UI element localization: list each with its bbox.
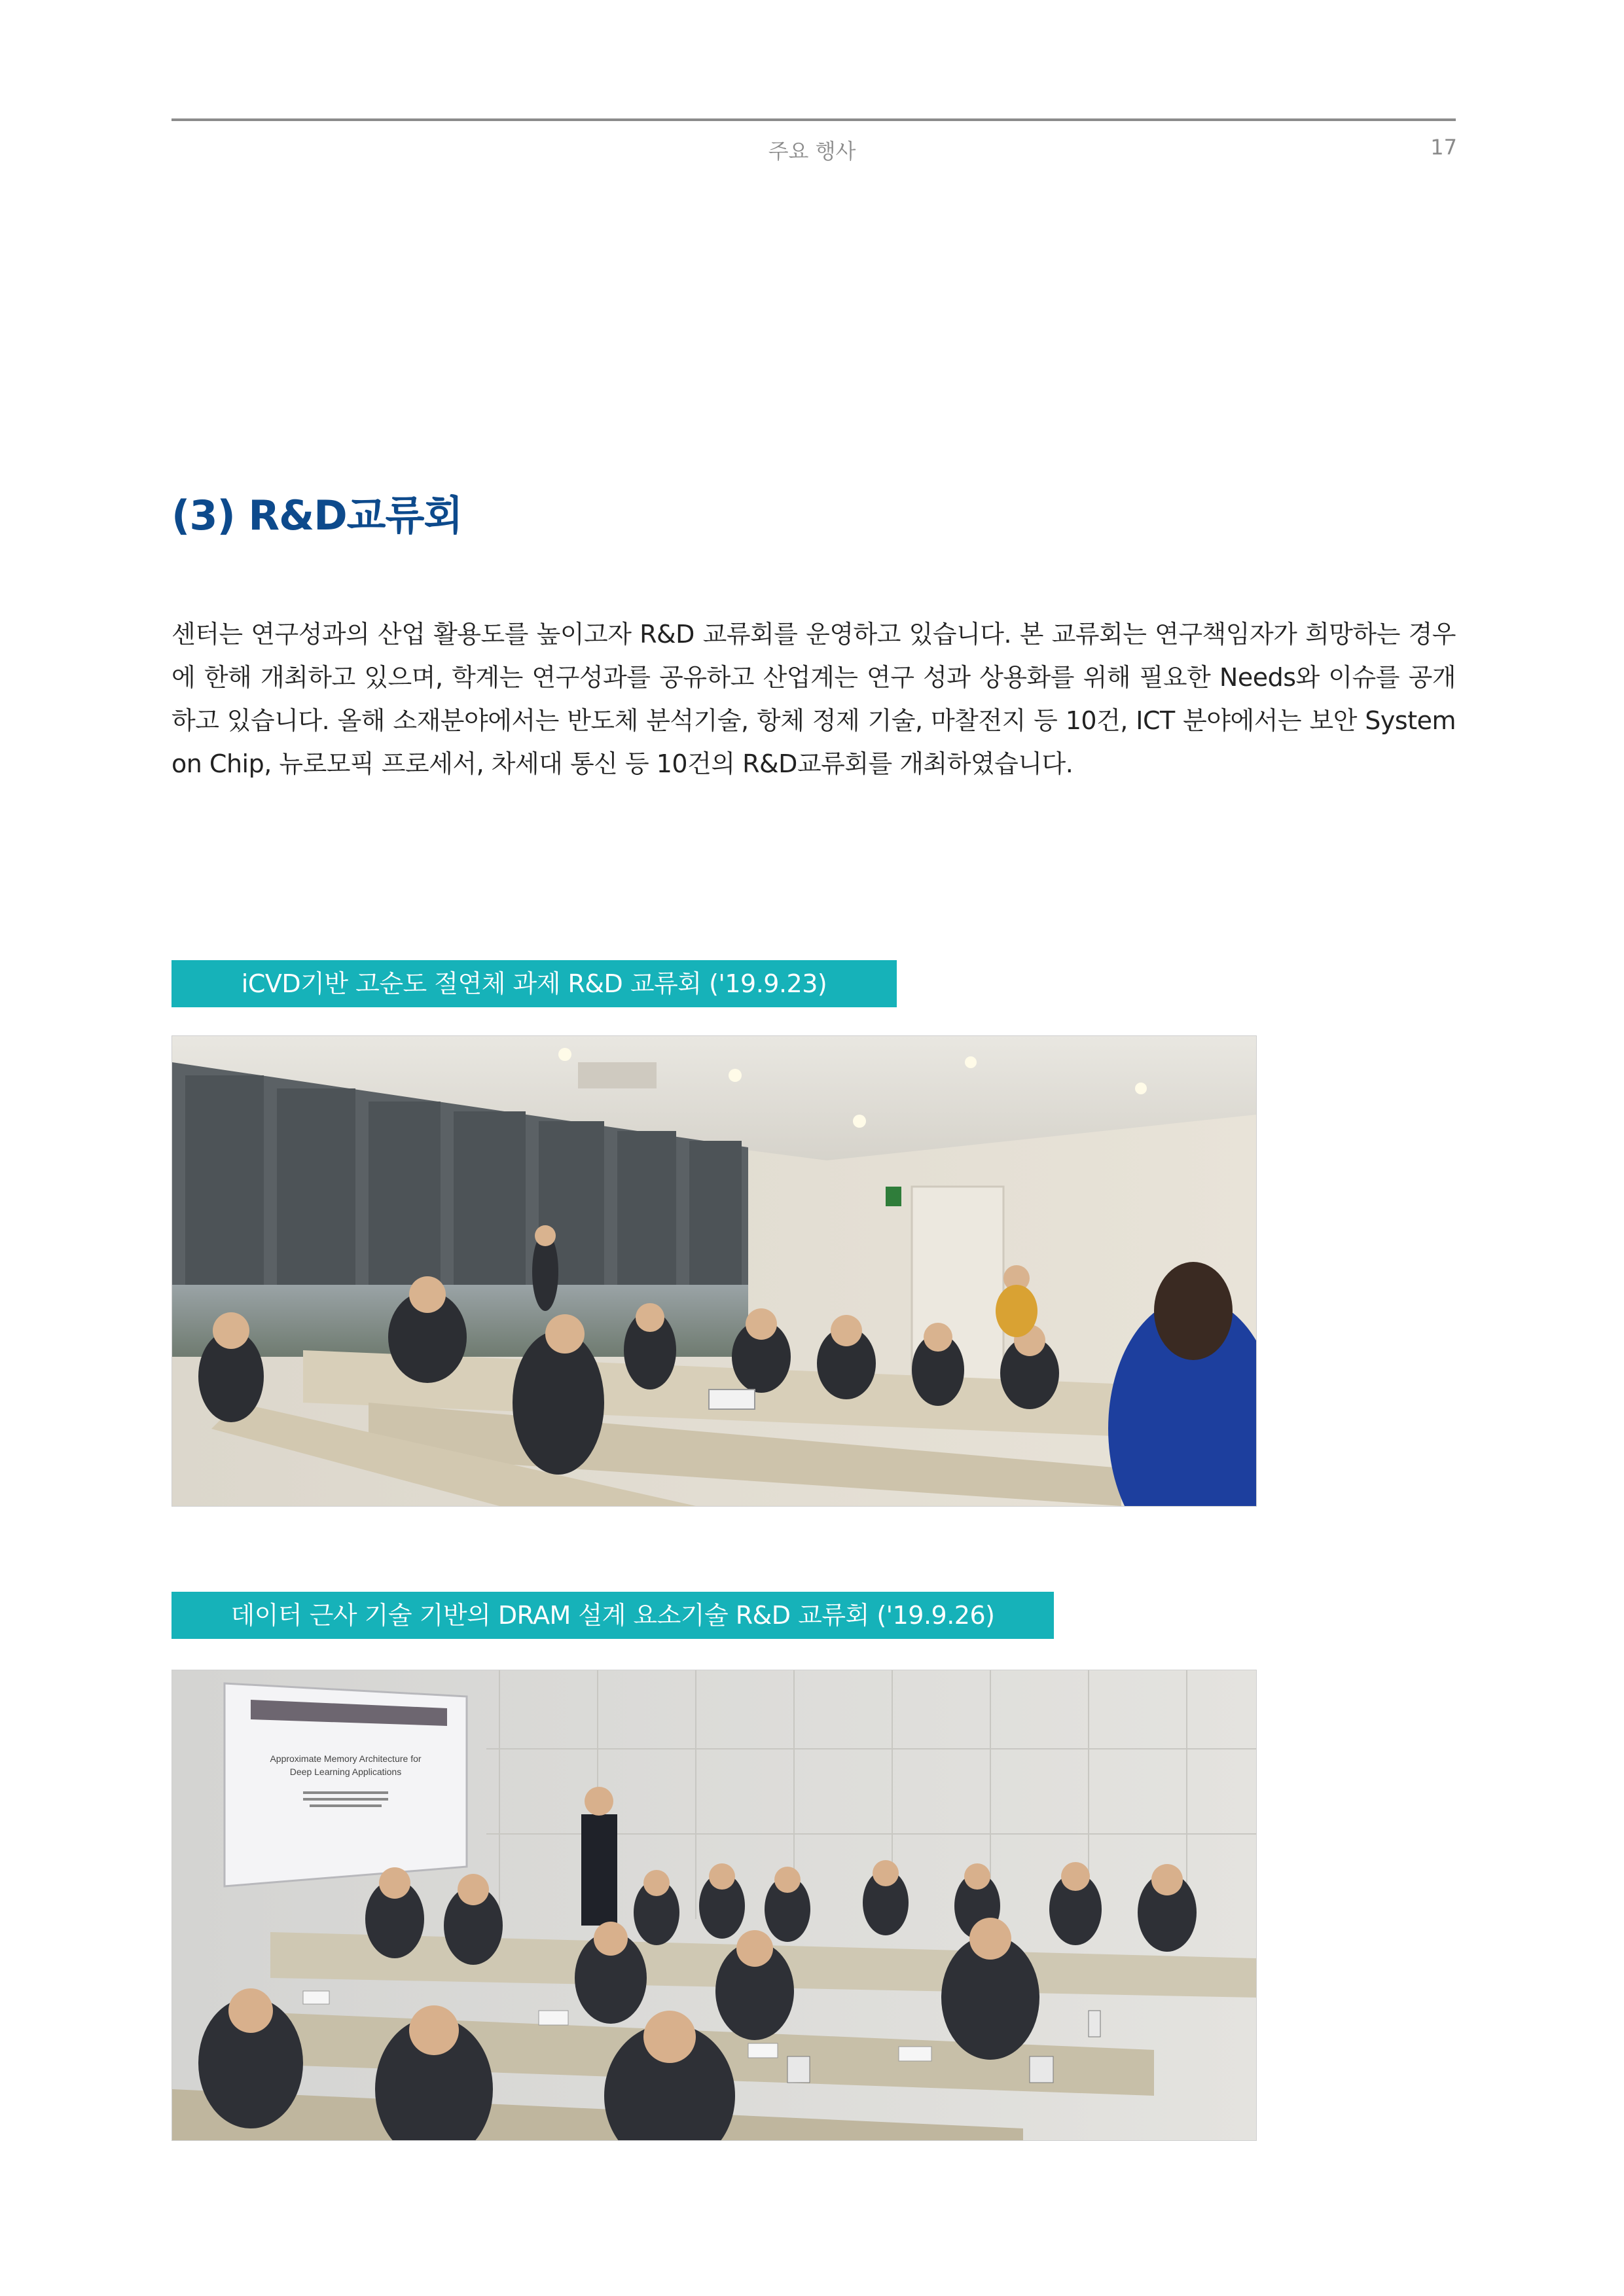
running-header: 주요 행사 (768, 139, 856, 164)
meeting-room-photo-1 (172, 1036, 1256, 1506)
slide-title-line1: Approximate Memory Architecture for (270, 1753, 422, 1764)
figure-2-photo (171, 1670, 1257, 2141)
slide-title-line2: Deep Learning Applications (289, 1767, 402, 1777)
figure-1-photo (171, 1035, 1257, 1507)
header-rule (171, 118, 1456, 121)
page-number: 17 (1430, 135, 1457, 160)
meeting-room-photo-2 (172, 1670, 1256, 2140)
section-title: (3) R&D교류회 (171, 492, 463, 539)
figure-2-caption: 데이터 근사 기술 기반의 DRAM 설계 요소기술 R&D 교류회 ('19.9.26) (171, 1592, 1054, 1639)
figure-1-caption: iCVD기반 고순도 절연체 과제 R&D 교류회 ('19.9.23) (171, 960, 897, 1007)
body-paragraph: 센터는 연구성과의 산업 활용도를 높이고자 R&D 교류회를 운영하고 있습니다. 본 교류회는 연구책임자가 희망하는 경우에 한해 개최하고 있으며, 학계는 연구성과를 공유하고 산업계는 연구 성과 상용화를 위해 필요한 Needs와 이슈를 공개하고 있습니다. 올해 소재분야에서는 반도체 분석기술, 항체 정제 기술, 마찰전지 등 10건, ICT 분야에서는 보안 System on Chip, 뉴로모픽 프로세서, 차세대 통신 등 10건의 R&D교류회를 개최하였습니다. (171, 620, 1456, 778)
